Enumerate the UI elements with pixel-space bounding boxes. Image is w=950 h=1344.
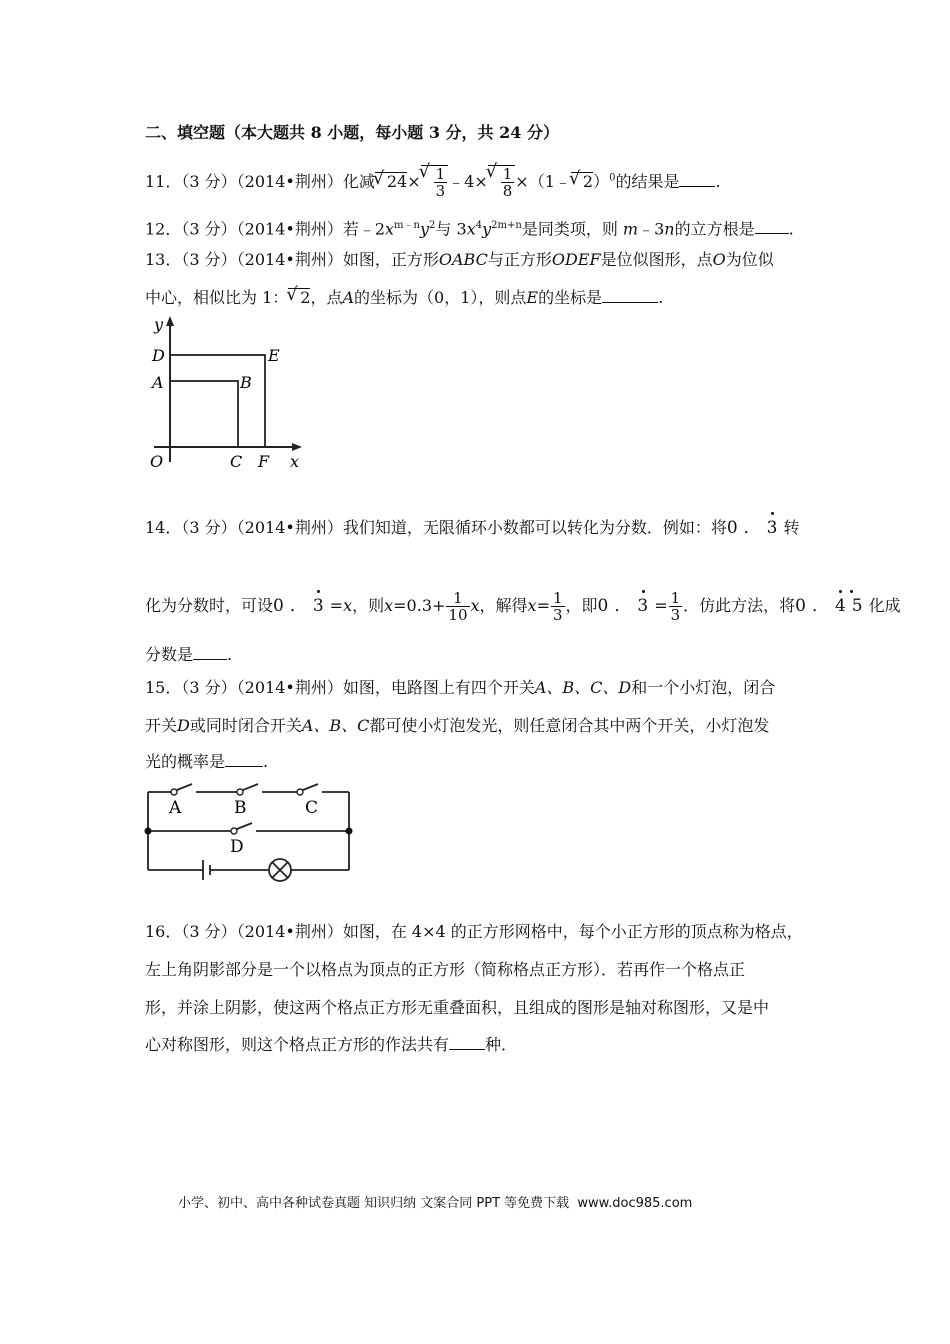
switch-c-label: C bbox=[305, 798, 319, 818]
repeat-dot bbox=[771, 512, 774, 515]
label-c: C bbox=[230, 452, 243, 471]
label-d: D bbox=[152, 346, 165, 365]
frac-den: 3 bbox=[670, 606, 681, 624]
var-o: O bbox=[712, 250, 726, 269]
frac-den: 3 bbox=[552, 606, 563, 624]
question-16-line1 bbox=[145, 922, 803, 942]
q16-source: （2014•荆州） bbox=[236, 922, 343, 941]
q14-text: ，解得 bbox=[479, 596, 528, 615]
q11-text3: ） bbox=[593, 172, 610, 191]
var-a: A bbox=[342, 288, 355, 307]
var-odef: ODEF bbox=[551, 250, 601, 269]
repeating-decimal bbox=[273, 596, 330, 616]
decimal: 0．3 bbox=[273, 596, 330, 616]
footer-text: 小学、初中、高中各种试卷真题 知识归纳 文案合同 PPT 等免费下载 bbox=[178, 1196, 570, 1211]
repeat-dot bbox=[317, 590, 320, 593]
q15-text: 都可使小灯泡发光，则任意闭合其中两个开关，小灯泡发 bbox=[369, 716, 770, 735]
figure-similar-squares bbox=[140, 312, 310, 477]
frac-num: √ 1 bbox=[435, 165, 446, 183]
repeat-dot bbox=[642, 590, 645, 593]
q14-number: 14． bbox=[145, 518, 182, 537]
sqrt-2: √ 2 bbox=[288, 288, 310, 307]
answer-blank bbox=[755, 219, 789, 234]
var-x: x bbox=[343, 596, 353, 615]
sqrt-fraction-1-8 bbox=[488, 165, 516, 199]
q16-score: （3 分） bbox=[181, 922, 237, 941]
decimal: 0．3 bbox=[726, 518, 784, 538]
answer-blank bbox=[193, 645, 227, 660]
switch-d-label: D bbox=[230, 837, 244, 857]
var-x: x bbox=[470, 596, 480, 615]
q12-text4: ﹣3 bbox=[638, 219, 665, 239]
question-15-line3 bbox=[145, 752, 268, 772]
exponent: 0 bbox=[609, 172, 616, 184]
q16-number: 16． bbox=[145, 922, 182, 941]
q16-text: 如图，在 4×4 的正方形网格中，每个小正方形的顶点称为格点， bbox=[342, 922, 803, 941]
q14-text: 分数是 bbox=[145, 645, 194, 664]
q16-text: 心对称图形，则这个格点正方形的作法共有 bbox=[145, 1035, 450, 1054]
q14-text: ，即 bbox=[565, 596, 598, 615]
var-x: x bbox=[466, 219, 476, 239]
var-abc: A、B、C bbox=[301, 716, 370, 735]
q12-source: （2014•荆州） bbox=[236, 219, 343, 239]
q15-text: 或同时闭合开关 bbox=[189, 716, 302, 735]
frac-num: 1 bbox=[670, 589, 681, 607]
q14-score: （3 分） bbox=[181, 518, 237, 537]
q11-mid: ﹣4× bbox=[448, 172, 488, 191]
frac-num: 1 bbox=[446, 590, 469, 607]
question-16-line4 bbox=[145, 1035, 517, 1055]
frac-den: 8 bbox=[502, 182, 513, 200]
answer-blank bbox=[602, 288, 658, 303]
var-n: n bbox=[664, 219, 675, 239]
q13-score: （3 分） bbox=[181, 250, 237, 269]
var-y: y bbox=[482, 219, 492, 239]
q11-text: 化减 bbox=[342, 172, 375, 191]
label-a: A bbox=[152, 373, 164, 392]
answer-blank bbox=[679, 172, 715, 187]
exponent: 2m+n bbox=[491, 220, 522, 231]
q13-text: 中心，相似比为 1： bbox=[145, 288, 289, 307]
q14-text: 转 bbox=[783, 518, 800, 537]
q16-text: 种． bbox=[485, 1035, 518, 1054]
period: . bbox=[715, 172, 721, 191]
var-x: x bbox=[384, 596, 394, 615]
var-switches: A、B、C、D bbox=[534, 678, 632, 697]
question-13-line2 bbox=[145, 288, 663, 308]
var-e: E bbox=[526, 288, 539, 307]
q13-text: 是位似图形，点 bbox=[600, 250, 713, 269]
question-14-line3 bbox=[145, 645, 232, 665]
footer bbox=[178, 1192, 692, 1211]
answer-blank bbox=[449, 1035, 485, 1050]
var-m: m bbox=[622, 219, 639, 239]
fraction bbox=[669, 590, 683, 623]
q13-text: 与正方形 bbox=[487, 250, 552, 269]
q13-number: 13． bbox=[145, 250, 182, 269]
label-f: F bbox=[258, 452, 270, 471]
label-b: B bbox=[240, 373, 252, 392]
q15-text: 如图，电路图上有四个开关 bbox=[342, 678, 535, 697]
q15-text: 开关 bbox=[145, 716, 178, 735]
q15-number: 15． bbox=[145, 678, 182, 697]
q12-text2: 与 3 bbox=[435, 219, 467, 239]
label-o: O bbox=[150, 452, 164, 471]
q14-text: ，则 bbox=[352, 596, 385, 615]
label-y: y bbox=[154, 315, 164, 334]
switch-a-label: A bbox=[169, 798, 182, 818]
var-oabc: OABC bbox=[438, 250, 488, 269]
q13-text: 为位似 bbox=[725, 250, 774, 269]
decimal: 0．45 bbox=[795, 596, 869, 616]
footer-url[interactable]: www.doc985.com bbox=[577, 1196, 693, 1211]
q13-source: （2014•荆州） bbox=[236, 250, 343, 269]
sqrt-2: √ 2 bbox=[571, 172, 593, 191]
period: . bbox=[263, 752, 269, 771]
q13-text: 的坐标为（0，1），则点 bbox=[354, 288, 527, 307]
question-13-line1 bbox=[145, 250, 774, 270]
q11-text4: 的结果是 bbox=[615, 172, 680, 191]
exponent: m﹣n bbox=[394, 220, 420, 231]
fraction bbox=[551, 590, 565, 623]
repeating-decimal bbox=[598, 596, 655, 616]
repeat-dot bbox=[839, 590, 842, 593]
q14-text: =0.3+ bbox=[393, 596, 446, 615]
question-12 bbox=[145, 216, 794, 239]
period: . bbox=[788, 219, 794, 239]
q12-text3: 是同类项，则 bbox=[521, 219, 618, 239]
exponent: 2 bbox=[429, 220, 436, 231]
var-d: D bbox=[177, 716, 190, 735]
q14-text: 化为分数时，可设 bbox=[145, 596, 274, 615]
q11-source: （2014•荆州） bbox=[236, 172, 343, 191]
repeat-dot bbox=[850, 590, 853, 593]
question-15-line1 bbox=[145, 678, 775, 698]
q14-text: ．仿此方法，将 bbox=[683, 596, 796, 615]
q12-text5: 的立方根是 bbox=[674, 219, 755, 239]
q12-score: （3 分） bbox=[181, 219, 237, 239]
switch-b-label: B bbox=[234, 798, 247, 818]
q14-source: （2014•荆州） bbox=[236, 518, 343, 537]
equals: = bbox=[536, 596, 550, 615]
q11-score: （3 分） bbox=[181, 172, 237, 191]
period: . bbox=[227, 645, 233, 664]
var-y: y bbox=[419, 219, 430, 239]
question-16-line3: 形，并涂上阴影，使这两个格点正方形无重叠面积，且组成的图形是轴对称图形，又是中 bbox=[145, 998, 770, 1017]
q14-text: 化成 bbox=[868, 596, 901, 615]
frac-den: 3 bbox=[435, 182, 446, 200]
question-15-line2 bbox=[145, 716, 769, 736]
sqrt-fraction-1-3 bbox=[421, 165, 449, 199]
q13-text: 如图，正方形 bbox=[342, 250, 439, 269]
fraction bbox=[446, 590, 469, 623]
decimal: 0．3 bbox=[597, 596, 655, 616]
q15-text: 和一个小灯泡，闭合 bbox=[631, 678, 776, 697]
q15-score: （3 分） bbox=[181, 678, 237, 697]
figure-circuit bbox=[140, 780, 360, 885]
question-11 bbox=[145, 165, 721, 199]
q15-text: 光的概率是 bbox=[145, 752, 226, 771]
exponent: 4 bbox=[475, 220, 483, 231]
equals: = bbox=[654, 596, 668, 615]
sqrt-24: √ 24 bbox=[375, 172, 407, 191]
q12-number: 12． bbox=[145, 219, 182, 239]
q11-text2: ×（1﹣ bbox=[515, 172, 571, 191]
repeating-decimal bbox=[795, 596, 868, 616]
label-x: x bbox=[290, 452, 300, 471]
section-title: 二、填空题（本大题共 8 小题，每小题 3 分，共 24 分） bbox=[145, 123, 559, 142]
q11-number: 11． bbox=[145, 172, 182, 191]
q13-text: 的坐标是 bbox=[538, 288, 603, 307]
frac-num: 1 bbox=[552, 589, 563, 607]
question-14-line1 bbox=[145, 518, 800, 538]
equals: = bbox=[329, 596, 344, 615]
q15-source: （2014•荆州） bbox=[236, 678, 343, 697]
q14-text: 我们知道，无限循环小数都可以转化为分数．例如：将 bbox=[342, 518, 727, 537]
period: . bbox=[658, 288, 664, 307]
frac-num: √ 1 bbox=[502, 165, 513, 183]
q12-text: 若﹣2 bbox=[342, 219, 386, 239]
repeating-decimal bbox=[727, 518, 784, 538]
var-x: x bbox=[385, 219, 395, 239]
times-sign: × bbox=[407, 172, 421, 191]
question-14-line2 bbox=[145, 590, 901, 623]
frac-den: 10 bbox=[448, 606, 468, 624]
q13-text: ，点 bbox=[310, 288, 343, 307]
question-16-line2: 左上角阴影部分是一个以格点为顶点的正方形（简称格点正方形）．若再作一个格点正 bbox=[145, 960, 746, 979]
answer-blank bbox=[225, 752, 263, 767]
var-x: x bbox=[527, 596, 537, 615]
label-e: E bbox=[268, 346, 280, 365]
